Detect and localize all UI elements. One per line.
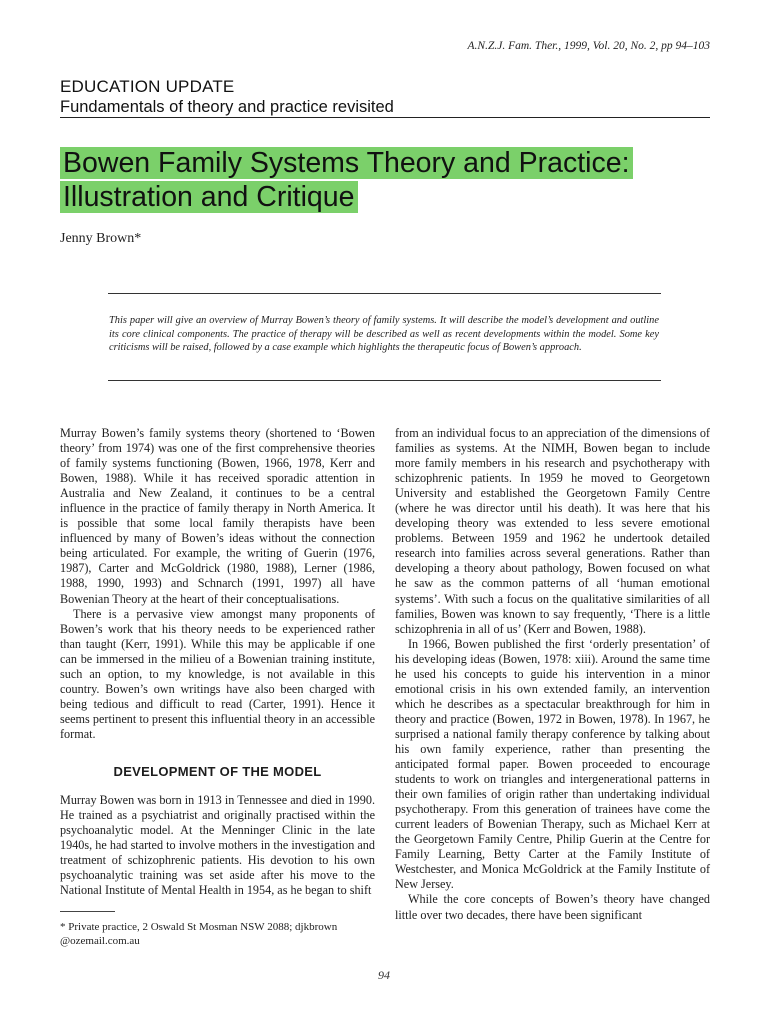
paragraph: Murray Bowen was born in 1913 in Tennessee and died in 1990. He trained as a psychiatrist and originally practised within the psychoanalytic model. At the Menninger Clinic in the late 1940s, he had started to involve mothers in the investigation and treatment of schizophrenic patients. His devotion to his own psychoanalytic training was set aside after his move to the National Institute of Mental Health in 1954, as he began to shift — [60, 793, 375, 898]
footnote: * Private practice, 2 Oswald St Mosman NSW 2088; djkbrown @ozemail.com.au — [60, 921, 338, 947]
footnote-divider — [60, 911, 115, 912]
title-line-2: Illustration and Critique — [60, 181, 358, 213]
abstract-top-rule — [108, 293, 661, 294]
body-column-right — [395, 426, 710, 923]
header-divider — [60, 117, 710, 118]
paragraph: There is a pervasive view amongst many proponents of Bowen’s work that his theory needs to be experienced rather than taught (Kerr, 1991). While this may be applicable if one can be immersed in the milieu of a Bowenian training institute, such an option, to my knowledge, is not available in this country. Bowen’s own writings have also been charged with being tedious and difficult to read (Carter, 1991). Hence it seems pertinent to present this influential theory in an accessible format. — [60, 606, 375, 741]
paragraph: While the core concepts of Bowen’s theory have changed little over two decades, there have been significant — [395, 892, 710, 922]
abstract-bottom-rule — [108, 380, 661, 381]
body-column-left — [60, 426, 375, 898]
article-title — [60, 146, 720, 214]
journal-citation: A.N.Z.J. Fam. Ther., 1999, Vol. 20, No. 2, pp 94–103 — [467, 40, 710, 52]
section-heading: DEVELOPMENT OF THE MODEL — [113, 763, 322, 779]
abstract-text: This paper will give an overview of Murray Bowen’s theory of family systems. It will describe the model’s development and outline its core clinical components. The practice of therapy will be described as well as recent developments within the model. Some key criticisms will be raised, followed by a case example which highlights the therapeutic focus of Bowen’s approach. — [109, 315, 659, 354]
author-name: Jenny Brown* — [60, 231, 142, 246]
section-header — [60, 77, 710, 117]
section-label: EDUCATION UPDATE — [60, 77, 235, 96]
section-subtitle: Fundamentals of theory and practice revisited — [60, 98, 394, 116]
paragraph: In 1966, Bowen published the first ‘orderly presentation’ of his developing ideas (Bowen, 1978: xiii). Around the same time he used his concepts to guide his intervention in a minor emotional crisis in his own extended family, an intervention which he describes as a spectacular breakthrough for him in theory and practice (Bowen, 1972 in Bowen, 1978). In 1967, he surprised a national family therapy conference by talking about his own family experience, rather than presenting the anticipated formal paper. Bowen proceeded to encourage students to work on triangles and intergenerational patterns in their own families of origin rather than undertaking individual psychotherapy. From this generation of trainees have come the current leaders of Bowenian Therapy, such as Michael Kerr at the Georgetown Family Centre, Philip Guerin at the Centre for Family Learning, Betty Carter at the Family Institute of Westchester, and Monica McGoldrick at the Family Institute of New Jersey. — [395, 636, 710, 892]
paragraph: from an individual focus to an appreciation of the dimensions of families as systems. At the NIMH, Bowen began to include more family members in his research and psychotherapy with schizophrenic patients. In 1959 he moved to Georgetown University and established the Georgetown Family Centre (where he was director until his death). It was here that his developing theory was extended to less severe emotional problems. Between 1959 and 1962 he undertook detailed research into families across several generations. Rather than developing a theory about pathology, Bowen focused on what he saw as the common patterns of all ‘human emotional systems’. With such a focus on the qualitative similarities of all families, Bowen was known to say frequently, ‘There is a little schizophrenia in all of us’ (Kerr and Bowen, 1988). — [395, 426, 710, 636]
page-number: 94 — [378, 968, 390, 982]
title-line-1: Bowen Family Systems Theory and Practice: — [60, 147, 633, 179]
paragraph: Murray Bowen’s family systems theory (shortened to ‘Bowen theory’ from 1974) was one of the first comprehensive theories of family systems functioning (Bowen, 1966, 1978, Kerr and Bowen, 1988). While it has received sporadic attention in Australia and New Zealand, it continues to be a central influence in the practice of family therapy in North America. It is possible that some local family therapists have been influenced by many of Bowen’s ideas without the connection being articulated. For example, the writing of Guerin (1976, 1987), Carter and McGoldrick (1980, 1988), Lerner (1986, 1988, 1990, 1993) and Schnarch (1991, 1997) all have Bowenian Theory at the heart of their conceptualisations. — [60, 426, 375, 606]
